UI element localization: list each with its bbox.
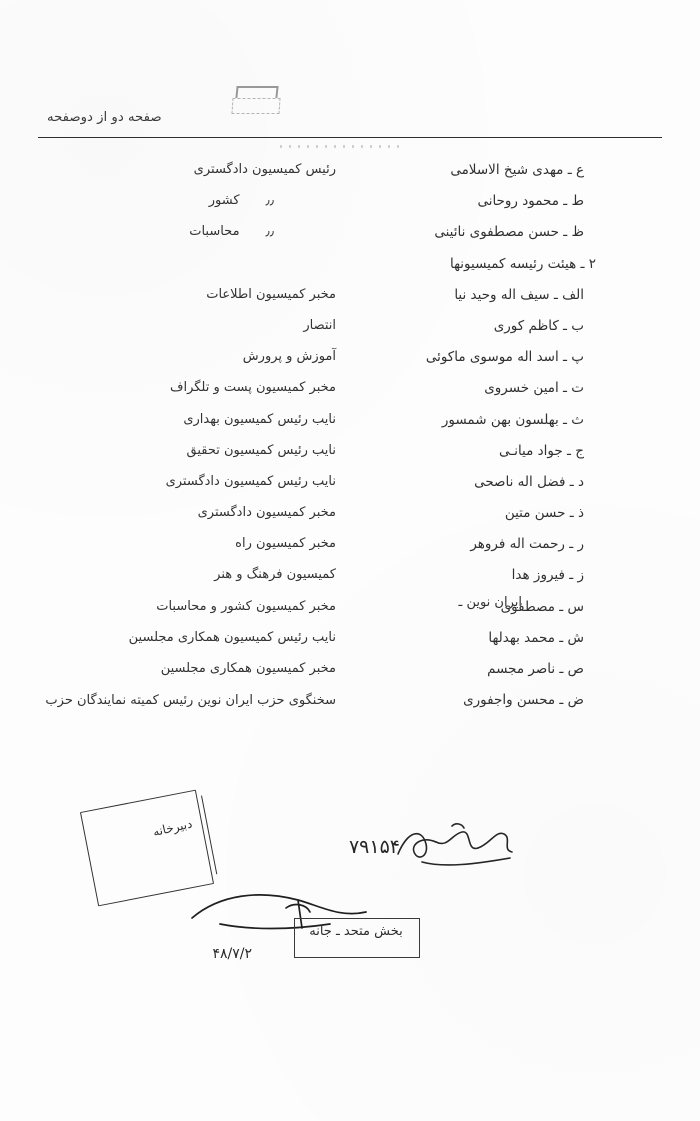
entry-role [38, 191, 362, 211]
entry-role: مخبر کمیسیون دادگستری [197, 505, 336, 521]
ditto-mark: ٫٫کشور [208, 193, 274, 209]
list-item [38, 191, 662, 222]
entry-role: مخبر کمیسیون پست و تلگراف [169, 380, 336, 396]
list-item [38, 285, 662, 316]
entry-role [38, 222, 362, 242]
entry-role: کمیسیون فرهنگ و هنر [214, 567, 336, 583]
entry-name: ط ـ محمود روحانی [477, 193, 584, 210]
entry-role: انتصار [303, 317, 336, 333]
entry-name: پ ـ اسد اله موسوی ماکوئی [425, 349, 584, 366]
header-divider [38, 137, 662, 138]
section-heading: ۲ ـ هیئت رئیسه کمیسیونها [449, 255, 596, 272]
entry-role: مخبر کمیسیون راه [235, 536, 336, 552]
entry-name: س ـ مصطفوی [500, 598, 584, 615]
list-item [38, 659, 662, 690]
entry-role: نایب رئیس کمیسیون تحقیق [186, 442, 336, 458]
entry-name: الف ـ سیف اله وحید نیا [454, 286, 584, 303]
entry-role-continuation: ایران نوین ـ [458, 595, 522, 610]
list-item [38, 565, 662, 596]
entry-role: نایب رئیس کمیسیون همکاری مجلسین [128, 629, 336, 645]
entry-name: ع ـ مهدی شیخ الاسلامی [450, 162, 584, 178]
document-number: ۷۹۱۵۴ [348, 836, 400, 858]
entry-role: رئیس کمیسیون دادگستری [193, 162, 336, 177]
list-item [38, 410, 662, 441]
side-stamp-text: دبیرخانه [151, 816, 194, 840]
entry-role: سخنگوی حزب ایران نوین رئیس کمیته نمایندگان حزب [45, 693, 336, 709]
entry-role: مخبر کمیسیون همکاری مجلسین [160, 661, 336, 676]
list-item [38, 222, 662, 253]
ditto-mark: ٫٫محاسبات [189, 224, 274, 240]
entry-name: ر ـ رحمت اله فروهر [470, 536, 584, 553]
entry-name: ظ ـ حسن مصطفوی نائینی [434, 224, 584, 241]
entry-role: مخبر کمیسیون اطلاعات [206, 286, 336, 302]
entry-name: ص ـ ناصر مجسم [487, 661, 584, 677]
entry-name: ذ ـ حسن متین [504, 505, 584, 522]
entry-role: مخبر کمیسیون کشور و محاسبات [156, 598, 336, 614]
page-header [40, 110, 662, 125]
list-item [38, 378, 662, 409]
list-item [38, 160, 662, 191]
list-item [38, 534, 662, 565]
entry-role: نایب رئیس کمیسیون بهداری [183, 411, 336, 427]
signature-date: ۴۸/۷/۲ [212, 946, 252, 962]
entry-name: ث ـ بهلسون بهن شمسور [441, 411, 584, 428]
entry-name: ز ـ فیروز هدا [511, 567, 584, 584]
list-item [38, 628, 662, 659]
entry-name: ج ـ جواد میانـی [498, 442, 584, 459]
entry-name: ب ـ کاظم کوری [493, 317, 584, 334]
entry-role: آموزش و پرورش [242, 349, 336, 365]
list-item [38, 503, 662, 534]
handwritten-signature-icon [392, 818, 522, 874]
entry-name: ش ـ محمد بهدلها [488, 629, 584, 646]
list-item [38, 690, 662, 721]
list-item [38, 472, 662, 503]
list-item [38, 441, 662, 472]
list-item [38, 347, 662, 378]
entry-role: نایب رئیس کمیسیون دادگستری [165, 473, 336, 489]
entry-name: د ـ فضل اله ناصحی [474, 473, 584, 490]
entries-list [38, 160, 662, 721]
list-item [38, 316, 662, 347]
section-heading-row [38, 254, 662, 285]
entry-name: ت ـ امین خسروی [484, 380, 584, 397]
entry-name: ض ـ محسن واجفوری [463, 692, 584, 709]
header-divider-dots [280, 145, 400, 148]
office-stamp-text: بخش متحد ـ جانه [309, 924, 403, 939]
page-header-text: صفحه دو از دوصفحه [46, 110, 162, 125]
